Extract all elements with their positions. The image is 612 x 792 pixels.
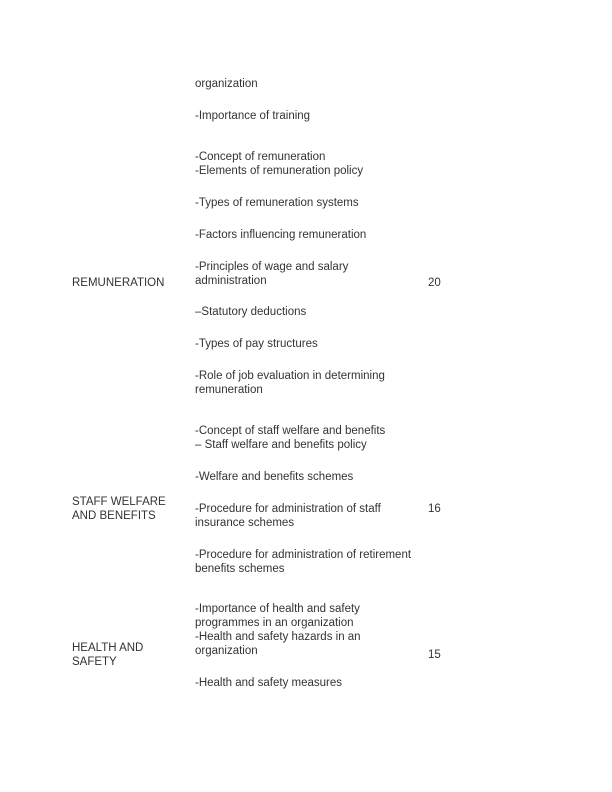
content-line: – Staff welfare and benefits policy — [195, 439, 367, 451]
content-line: organization — [195, 645, 258, 657]
content-line: –Statutory deductions — [195, 306, 307, 318]
topic-health-safety: SAFETY — [72, 656, 117, 668]
content-line: -Types of pay structures — [195, 338, 318, 350]
content-line: -Concept of staff welfare and benefits — [195, 425, 386, 437]
topic-staff-welfare: STAFF WELFARE — [72, 496, 166, 508]
content-line: -Elements of remuneration policy — [195, 165, 364, 177]
content-line: -Types of remuneration systems — [195, 197, 359, 209]
content-line: remuneration — [195, 384, 263, 396]
topic-health-safety: HEALTH AND — [72, 642, 144, 654]
content-line: -Importance of health and safety — [195, 603, 360, 615]
content-line: -Health and safety hazards in an — [195, 631, 361, 643]
content-line: programmes in an organization — [195, 617, 354, 629]
content-line: -Factors influencing remuneration — [195, 229, 367, 241]
hours-remuneration: 20 — [428, 277, 441, 289]
content-line: benefits schemes — [195, 563, 285, 575]
content-line: administration — [195, 275, 267, 287]
content-line: -Principles of wage and salary — [195, 261, 349, 273]
content-line: -Role of job evaluation in determining — [195, 370, 385, 382]
topic-remuneration: REMUNERATION — [72, 277, 165, 289]
topic-staff-welfare: AND BENEFITS — [72, 510, 156, 522]
content-line: -Welfare and benefits schemes — [195, 471, 354, 483]
content-line: -Health and safety measures — [195, 677, 343, 689]
hours-health-safety: 15 — [428, 649, 441, 661]
content-line: -Procedure for administration of retirement — [195, 549, 412, 561]
carryover-line: -Importance of training — [195, 110, 311, 122]
content-line: -Concept of remuneration — [195, 151, 326, 163]
content-line: -Procedure for administration of staff — [195, 503, 381, 515]
hours-staff-welfare: 16 — [428, 503, 441, 515]
content-line: insurance schemes — [195, 517, 295, 529]
carryover-line: organization — [195, 78, 258, 90]
